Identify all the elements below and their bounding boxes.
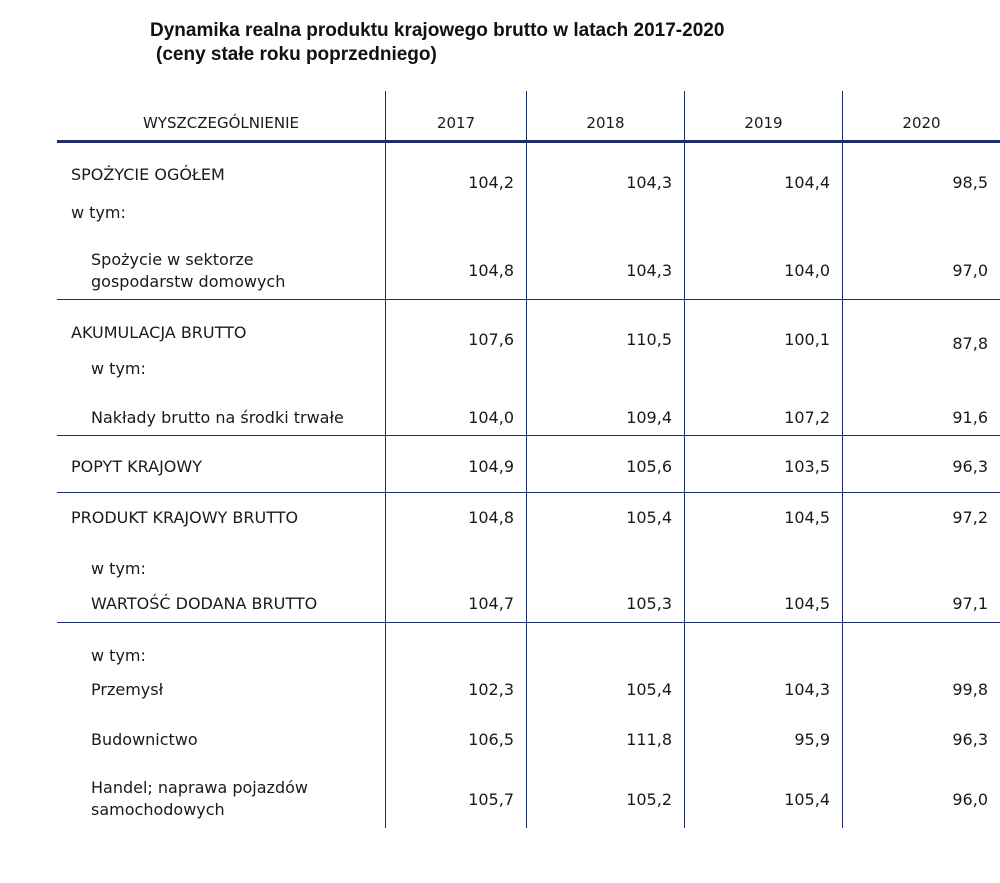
cell-value: 107,2 [784, 408, 830, 427]
cell-value: 104,5 [784, 508, 830, 527]
row-label: PRODUKT KRAJOWY BRUTTO [71, 508, 299, 527]
cell-value: 104,3 [626, 261, 672, 280]
table-title [150, 19, 724, 67]
header-2018: 2018 [586, 114, 625, 132]
row-label-subheading: w tym: [71, 203, 126, 222]
cell-value: 109,4 [626, 408, 672, 427]
cell-value: 110,5 [626, 330, 672, 349]
cell-value: 107,6 [468, 330, 514, 349]
row-label-line-2: gospodarstw domowych [91, 272, 286, 291]
row-label: Budownictwo [91, 730, 198, 749]
row-label: SPOŻYCIE OGÓŁEM [71, 165, 225, 184]
cell-value: 104,3 [784, 680, 830, 699]
cell-value: 104,5 [784, 594, 830, 613]
cell-value: 105,3 [626, 594, 672, 613]
row-label: Handel; naprawa pojazdów [91, 778, 308, 797]
cell-value: 97,0 [952, 261, 988, 280]
row-label: Przemysł [91, 680, 164, 699]
row-separator [57, 622, 1000, 623]
row-label-subheading: w tym: [91, 559, 146, 578]
header-2017: 2017 [436, 114, 476, 132]
cell-value: 96,3 [952, 730, 988, 749]
row-label: AKUMULACJA BRUTTO [71, 323, 247, 342]
row-label-line-2: samochodowych [91, 800, 225, 819]
cell-value: 91,6 [952, 408, 988, 427]
row-separator [57, 435, 1000, 436]
cell-value: 102,3 [468, 680, 514, 699]
cell-value: 99,8 [952, 680, 988, 699]
cell-value: 104,7 [468, 594, 514, 613]
row-label-subheading: w tym: [91, 646, 146, 665]
header-rule [57, 140, 1000, 143]
cell-value: 98,5 [952, 173, 988, 192]
cell-value: 104,3 [626, 173, 672, 192]
cell-value: 97,1 [952, 594, 988, 613]
cell-value: 96,0 [952, 790, 988, 809]
cell-value: 104,0 [468, 408, 514, 427]
title-line-1: Dynamika realna produktu krajowego brutto w latach 2017-2020 [150, 20, 725, 41]
cell-value: 100,1 [784, 330, 830, 349]
cell-value: 104,8 [468, 261, 514, 280]
row-label-subheading: w tym: [91, 359, 146, 378]
row-label: Nakłady brutto na środki trwałe [91, 408, 344, 427]
cell-value: 105,7 [468, 790, 514, 809]
cell-value: 104,8 [468, 508, 514, 527]
cell-value: 104,0 [784, 261, 830, 280]
row-separator [57, 492, 1000, 493]
cell-value: 104,9 [468, 457, 514, 476]
row-label: Spożycie w sektorze [91, 250, 254, 269]
cell-value: 96,3 [952, 457, 988, 476]
cell-value: 105,4 [626, 508, 672, 527]
cell-value: 105,6 [626, 457, 672, 476]
cell-value: 105,4 [626, 680, 672, 699]
cell-value: 106,5 [468, 730, 514, 749]
row-label: WARTOŚĆ DODANA BRUTTO [91, 594, 318, 613]
header-description: WYSZCZEGÓLNIENIE [142, 114, 300, 132]
row-label: POPYT KRAJOWY [71, 457, 202, 476]
cell-value: 111,8 [626, 730, 672, 749]
cell-value: 104,4 [784, 173, 830, 192]
header-2019: 2019 [744, 114, 783, 132]
row-separator [57, 299, 1000, 300]
cell-value: 104,2 [468, 173, 514, 192]
cell-value: 87,8 [952, 334, 988, 353]
title-line-2: (ceny stałe roku poprzedniego) [156, 44, 437, 65]
cell-value: 103,5 [784, 457, 830, 476]
cell-value: 97,2 [952, 508, 988, 527]
header-2020: 2020 [902, 114, 941, 132]
cell-value: 105,2 [626, 790, 672, 809]
cell-value: 105,4 [784, 790, 830, 809]
cell-value: 95,9 [794, 730, 830, 749]
